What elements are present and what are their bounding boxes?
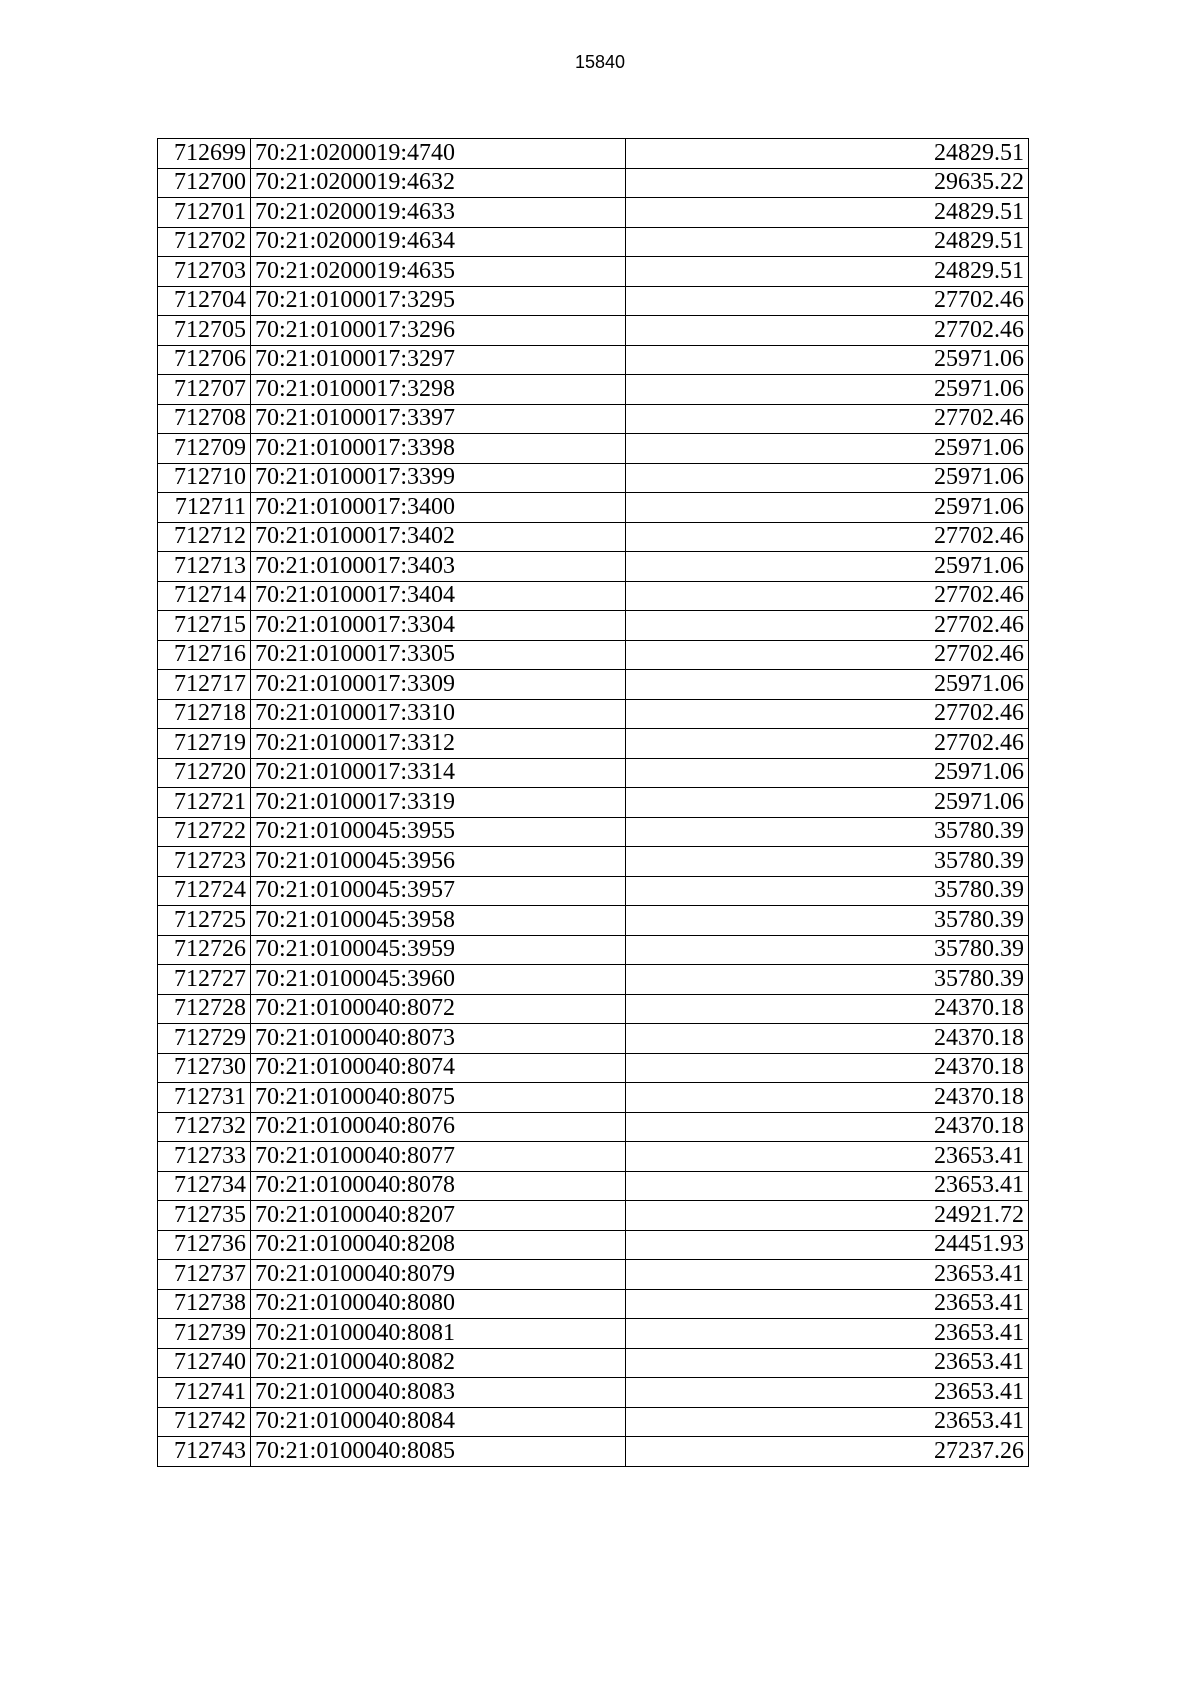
table-row	[158, 227, 1029, 257]
cadastral-number-cell: 70:21:0100040:8078	[251, 1171, 626, 1201]
cadastral-number-cell: 70:21:0100017:3309	[251, 670, 626, 700]
table-row	[158, 994, 1029, 1024]
cadastral-number-cell: 70:21:0100040:8080	[251, 1289, 626, 1319]
value-cell: 24829.51	[626, 227, 1029, 257]
cadastral-number-cell: 70:21:0100017:3400	[251, 493, 626, 523]
value-cell: 24370.18	[626, 1053, 1029, 1083]
table-row	[158, 286, 1029, 316]
table-row	[158, 552, 1029, 582]
value-cell: 25971.06	[626, 758, 1029, 788]
value-cell: 27702.46	[626, 581, 1029, 611]
value-cell: 23653.41	[626, 1260, 1029, 1290]
table-row	[158, 404, 1029, 434]
value-cell: 25971.06	[626, 670, 1029, 700]
value-cell: 23653.41	[626, 1142, 1029, 1172]
row-number-cell: 712730	[158, 1053, 251, 1083]
table-row	[158, 876, 1029, 906]
value-cell: 24451.93	[626, 1230, 1029, 1260]
value-cell: 27702.46	[626, 729, 1029, 759]
cadastral-number-cell: 70:21:0100017:3296	[251, 316, 626, 346]
page-number: 15840	[574, 52, 626, 72]
table-row	[158, 758, 1029, 788]
table-row	[158, 345, 1029, 375]
table-row	[158, 1171, 1029, 1201]
table-row	[158, 1201, 1029, 1231]
value-cell: 35780.39	[626, 847, 1029, 877]
value-cell: 25971.06	[626, 788, 1029, 818]
table-row	[158, 1112, 1029, 1142]
row-number-cell: 712723	[158, 847, 251, 877]
cadastral-number-cell: 70:21:0100045:3960	[251, 965, 626, 995]
row-number-cell: 712727	[158, 965, 251, 995]
table-row	[158, 581, 1029, 611]
value-cell: 27702.46	[626, 522, 1029, 552]
table-row	[158, 493, 1029, 523]
row-number-cell: 712742	[158, 1407, 251, 1437]
cadastral-number-cell: 70:21:0100017:3397	[251, 404, 626, 434]
cadastral-number-cell: 70:21:0100017:3312	[251, 729, 626, 759]
table-row	[158, 817, 1029, 847]
table-row	[158, 611, 1029, 641]
row-number-cell: 712725	[158, 906, 251, 936]
cadastral-number-cell: 70:21:0100040:8207	[251, 1201, 626, 1231]
row-number-cell: 712704	[158, 286, 251, 316]
value-cell: 27237.26	[626, 1437, 1029, 1467]
row-number-cell: 712733	[158, 1142, 251, 1172]
table-row	[158, 375, 1029, 405]
value-cell: 27702.46	[626, 404, 1029, 434]
table-row	[158, 935, 1029, 965]
row-number-cell: 712741	[158, 1378, 251, 1408]
row-number-cell: 712717	[158, 670, 251, 700]
value-cell: 25971.06	[626, 434, 1029, 464]
value-cell: 35780.39	[626, 876, 1029, 906]
value-cell: 23653.41	[626, 1319, 1029, 1349]
cadastral-number-cell: 70:21:0100040:8072	[251, 994, 626, 1024]
value-cell: 24370.18	[626, 994, 1029, 1024]
row-number-cell: 712739	[158, 1319, 251, 1349]
row-number-cell: 712703	[158, 257, 251, 287]
value-cell: 25971.06	[626, 375, 1029, 405]
cadastral-number-cell: 70:21:0200019:4633	[251, 198, 626, 228]
table-row	[158, 729, 1029, 759]
row-number-cell: 712701	[158, 198, 251, 228]
value-cell: 27702.46	[626, 640, 1029, 670]
row-number-cell: 712702	[158, 227, 251, 257]
value-cell: 27702.46	[626, 699, 1029, 729]
value-cell: 35780.39	[626, 817, 1029, 847]
cadastral-number-cell: 70:21:0100040:8075	[251, 1083, 626, 1113]
cadastral-number-cell: 70:21:0100017:3297	[251, 345, 626, 375]
value-cell: 24370.18	[626, 1083, 1029, 1113]
row-number-cell: 712735	[158, 1201, 251, 1231]
table-row	[158, 1024, 1029, 1054]
row-number-cell: 712700	[158, 168, 251, 198]
row-number-cell: 712737	[158, 1260, 251, 1290]
table-row	[158, 847, 1029, 877]
cadastral-number-cell: 70:21:0100045:3956	[251, 847, 626, 877]
row-number-cell: 712705	[158, 316, 251, 346]
value-cell: 23653.41	[626, 1348, 1029, 1378]
row-number-cell: 712719	[158, 729, 251, 759]
cadastral-number-cell: 70:21:0100045:3958	[251, 906, 626, 936]
cadastral-number-cell: 70:21:0200019:4632	[251, 168, 626, 198]
row-number-cell: 712699	[158, 139, 251, 169]
row-number-cell: 712715	[158, 611, 251, 641]
value-cell: 25971.06	[626, 552, 1029, 582]
row-number-cell: 712721	[158, 788, 251, 818]
value-cell: 24921.72	[626, 1201, 1029, 1231]
cadastral-number-cell: 70:21:0100040:8077	[251, 1142, 626, 1172]
cadastral-number-cell: 70:21:0100040:8084	[251, 1407, 626, 1437]
value-cell: 25971.06	[626, 493, 1029, 523]
row-number-cell: 712732	[158, 1112, 251, 1142]
table-row	[158, 1437, 1029, 1467]
cadastral-number-cell: 70:21:0100045:3955	[251, 817, 626, 847]
cadastral-number-cell: 70:21:0100040:8073	[251, 1024, 626, 1054]
row-number-cell: 712718	[158, 699, 251, 729]
value-cell: 23653.41	[626, 1378, 1029, 1408]
table-row	[158, 906, 1029, 936]
table-row	[158, 1053, 1029, 1083]
value-cell: 24829.51	[626, 257, 1029, 287]
table-row	[158, 257, 1029, 287]
row-number-cell: 712738	[158, 1289, 251, 1319]
row-number-cell: 712714	[158, 581, 251, 611]
value-cell: 23653.41	[626, 1407, 1029, 1437]
row-number-cell: 712743	[158, 1437, 251, 1467]
value-cell: 25971.06	[626, 345, 1029, 375]
table-row	[158, 1348, 1029, 1378]
cadastral-number-cell: 70:21:0100017:3295	[251, 286, 626, 316]
row-number-cell: 712728	[158, 994, 251, 1024]
table-row	[158, 168, 1029, 198]
table-row	[158, 1289, 1029, 1319]
table-row	[158, 788, 1029, 818]
table-row	[158, 640, 1029, 670]
value-cell: 24829.51	[626, 139, 1029, 169]
value-cell: 24370.18	[626, 1112, 1029, 1142]
row-number-cell: 712713	[158, 552, 251, 582]
value-cell: 24370.18	[626, 1024, 1029, 1054]
value-cell: 23653.41	[626, 1289, 1029, 1319]
table-row	[158, 1407, 1029, 1437]
cadastral-number-cell: 70:21:0100045:3957	[251, 876, 626, 906]
row-number-cell: 712726	[158, 935, 251, 965]
table-row	[158, 198, 1029, 228]
cadastral-number-cell: 70:21:0100017:3404	[251, 581, 626, 611]
cadastral-number-cell: 70:21:0100045:3959	[251, 935, 626, 965]
table-row	[158, 699, 1029, 729]
cadastral-number-cell: 70:21:0200019:4634	[251, 227, 626, 257]
row-number-cell: 712712	[158, 522, 251, 552]
value-cell: 27702.46	[626, 611, 1029, 641]
table-row	[158, 139, 1029, 169]
table-row	[158, 316, 1029, 346]
table-row	[158, 670, 1029, 700]
value-cell: 29635.22	[626, 168, 1029, 198]
data-table	[157, 138, 1029, 1467]
cadastral-number-cell: 70:21:0100017:3304	[251, 611, 626, 641]
row-number-cell: 712710	[158, 463, 251, 493]
cadastral-number-cell: 70:21:0100017:3310	[251, 699, 626, 729]
row-number-cell: 712722	[158, 817, 251, 847]
cadastral-number-cell: 70:21:0200019:4635	[251, 257, 626, 287]
row-number-cell: 712711	[158, 493, 251, 523]
cadastral-number-cell: 70:21:0100017:3298	[251, 375, 626, 405]
table-row	[158, 434, 1029, 464]
cadastral-number-cell: 70:21:0100017:3305	[251, 640, 626, 670]
row-number-cell: 712734	[158, 1171, 251, 1201]
table-row	[158, 1319, 1029, 1349]
cadastral-number-cell: 70:21:0200019:4740	[251, 139, 626, 169]
table-row	[158, 463, 1029, 493]
table-body	[158, 139, 1029, 1467]
row-number-cell: 712740	[158, 1348, 251, 1378]
cadastral-number-cell: 70:21:0100040:8081	[251, 1319, 626, 1349]
table-row	[158, 522, 1029, 552]
value-cell: 35780.39	[626, 965, 1029, 995]
cadastral-number-cell: 70:21:0100017:3403	[251, 552, 626, 582]
cadastral-number-cell: 70:21:0100040:8082	[251, 1348, 626, 1378]
value-cell: 25971.06	[626, 463, 1029, 493]
table-row	[158, 965, 1029, 995]
row-number-cell: 712720	[158, 758, 251, 788]
cadastral-number-cell: 70:21:0100040:8074	[251, 1053, 626, 1083]
row-number-cell: 712707	[158, 375, 251, 405]
cadastral-number-cell: 70:21:0100040:8085	[251, 1437, 626, 1467]
row-number-cell: 712706	[158, 345, 251, 375]
cadastral-number-cell: 70:21:0100017:3402	[251, 522, 626, 552]
cadastral-number-cell: 70:21:0100040:8079	[251, 1260, 626, 1290]
cadastral-number-cell: 70:21:0100017:3398	[251, 434, 626, 464]
cadastral-number-cell: 70:21:0100017:3399	[251, 463, 626, 493]
row-number-cell: 712736	[158, 1230, 251, 1260]
value-cell: 35780.39	[626, 935, 1029, 965]
cadastral-number-cell: 70:21:0100017:3314	[251, 758, 626, 788]
table-row	[158, 1230, 1029, 1260]
row-number-cell: 712709	[158, 434, 251, 464]
row-number-cell: 712716	[158, 640, 251, 670]
value-cell: 24829.51	[626, 198, 1029, 228]
cadastral-number-cell: 70:21:0100040:8083	[251, 1378, 626, 1408]
value-cell: 35780.39	[626, 906, 1029, 936]
table-row	[158, 1378, 1029, 1408]
row-number-cell: 712731	[158, 1083, 251, 1113]
cadastral-number-cell: 70:21:0100040:8208	[251, 1230, 626, 1260]
row-number-cell: 712724	[158, 876, 251, 906]
row-number-cell: 712729	[158, 1024, 251, 1054]
value-cell: 27702.46	[626, 286, 1029, 316]
value-cell: 23653.41	[626, 1171, 1029, 1201]
table-row	[158, 1142, 1029, 1172]
row-number-cell: 712708	[158, 404, 251, 434]
cadastral-number-cell: 70:21:0100017:3319	[251, 788, 626, 818]
table-row	[158, 1260, 1029, 1290]
value-cell: 27702.46	[626, 316, 1029, 346]
cadastral-number-cell: 70:21:0100040:8076	[251, 1112, 626, 1142]
table-row	[158, 1083, 1029, 1113]
